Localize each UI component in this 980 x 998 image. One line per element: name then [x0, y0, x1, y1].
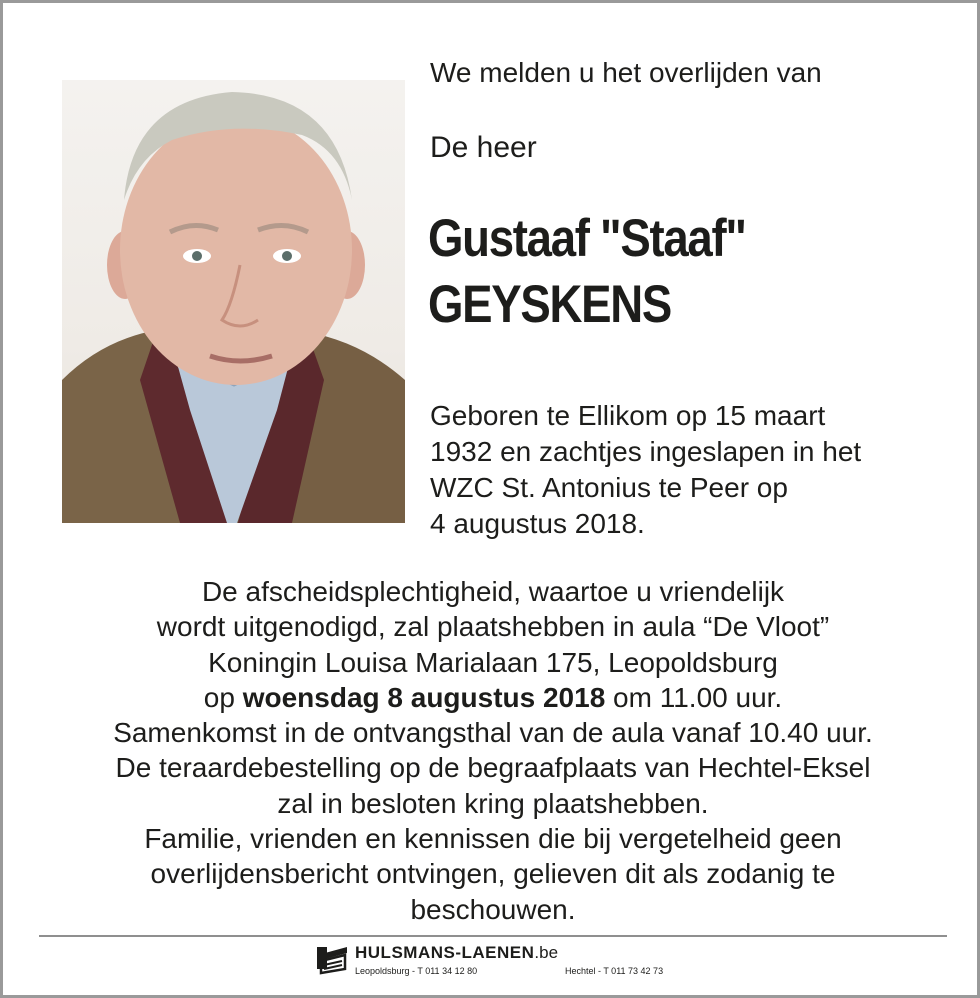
birth-line: 1932 en zachtjes ingeslapen in het [430, 436, 862, 467]
contact-hechtel: Hechtel - T 011 73 42 73 [565, 966, 664, 976]
ceremony-line: zal in besloten kring plaatshebben. [277, 787, 709, 819]
salutation: De heer [430, 131, 537, 164]
ceremony-details [3, 574, 980, 927]
ceremony-line: overlijdensbericht ontvingen, gelieven dit als zodanig te [150, 858, 836, 890]
ceremony-line: wordt uitgenodigd, zal plaatshebben in aula “De Vloot” [156, 611, 830, 643]
ceremony-line: Familie, vrienden en kennissen die bij vergetelheid geen [144, 823, 842, 855]
ceremony-line: beschouwen. [410, 893, 576, 925]
birth-line: 4 augustus 2018. [430, 508, 645, 539]
portrait-illustration [62, 80, 405, 523]
ceremony-line: De afscheidsplechtigheid, waartoe u vriendelijk [201, 576, 785, 607]
funeral-home-logo-icon [315, 943, 349, 975]
contact-leopoldsburg: Leopoldsburg - T 011 34 12 80 [355, 966, 478, 976]
ceremony-line: Koningin Louisa Marialaan 175, Leopoldsburg [208, 646, 778, 678]
birth-line: Geboren te Ellikom op 15 maart [430, 400, 826, 431]
footer-divider [39, 935, 947, 937]
brand-tld: .be [534, 943, 559, 962]
ceremony-date: woensdag 8 augustus 2018 [242, 681, 606, 713]
deceased-last-name: GEYSKENS [428, 275, 671, 334]
birth-details [430, 398, 861, 542]
birth-line: WZC St. Antonius te Peer op [430, 472, 788, 503]
funeral-home-brand [355, 943, 558, 963]
ceremony-line: Samenkomst in de ontvangsthal van de aula vanaf 10.40 uur. [113, 717, 873, 749]
ceremony-date-prefix: op [203, 681, 243, 713]
portrait-photo [62, 80, 405, 523]
deceased-name [428, 206, 746, 338]
ceremony-date-suffix: om 11.00 uur. [605, 681, 783, 713]
ceremony-line: De teraardebestelling op de begraafplaats van Hechtel-Eksel [115, 752, 871, 784]
ceremony-date-line [3, 680, 980, 715]
intro-text: We melden u het overlijden van [430, 57, 822, 88]
deceased-first-name: Gustaaf "Staaf" [428, 209, 746, 268]
brand-name: HULSMANS-LAENEN [355, 943, 535, 962]
